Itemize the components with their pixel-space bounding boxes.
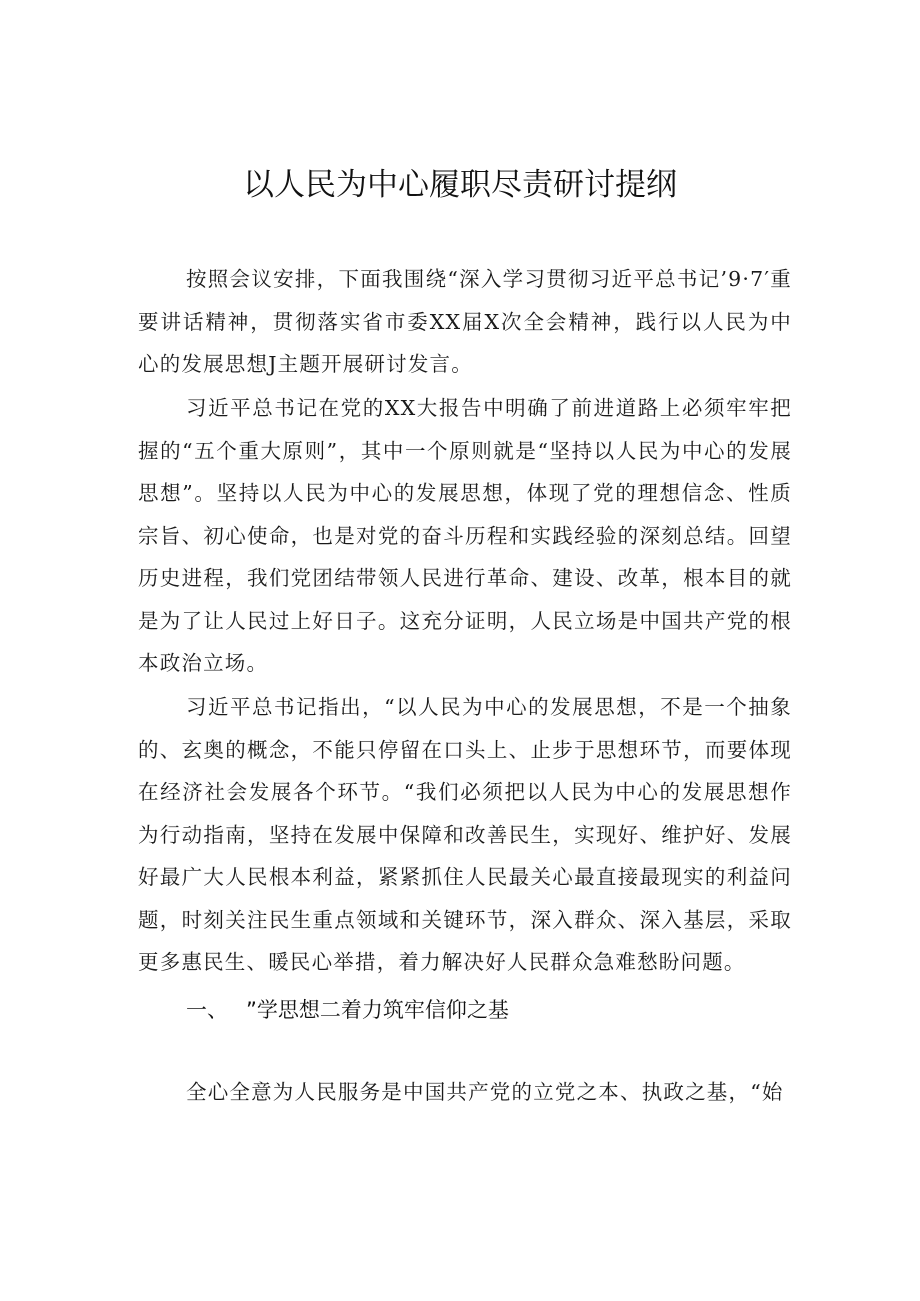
- paragraph-3-block: [138, 686, 792, 984]
- paragraph-3: 习近平总书记指出，“以人民为中心的发展思想，不是一个抽象的、玄奥的概念，不能只停留在口头上、止步于思想环节，而要体现在经济社会发展各个环节。“我们必须把以人民为中心的发展思想作为行动指南，坚持在发展中保障和改善民生，实现好、维护好、发展好最广大人民根本利益，紧紧抓住人民最关心最直接最现实的利益问题，时刻关注民生重点领域和关键环节，深入群众、深入基层，采取更多惠民生、暖民心举措，着力解决好人民群众急难愁盼问题。: [138, 695, 792, 974]
- paragraph-2-block: [138, 387, 792, 685]
- document-title: 以人民为中心履职尽责研讨提纲: [243, 167, 677, 203]
- paragraph-4-block: [138, 1071, 792, 1114]
- section-heading: [186, 988, 686, 1032]
- paragraph-4: 全心全意为人民服务是中国共产党的立党之本、执政之基，“始: [186, 1080, 784, 1104]
- section-heading-number: 一、: [186, 998, 228, 1022]
- paragraph-2: 习近平总书记在党的XX大报告中明确了前进道路上必须牢牢把握的“五个重大原则”，其中一个原则就是“坚持以人民为中心的发展思想”。坚持以人民为中心的发展思想，体现了党的理想信念、性质宗旨、初心使命，也是对党的奋斗历程和实践经验的深刻总结。回望历史进程，我们党团结带领人民进行革命、建设、改革，根本目的就是为了让人民过上好日子。这充分证明，人民立场是中国共产党的根本政治立场。: [138, 396, 792, 675]
- section-heading-text: ”学思想二着力筑牢信仰之基: [246, 998, 509, 1022]
- paragraph-1-block: [138, 258, 792, 386]
- paragraph-1: 按照会议安排，下面我围绕“深入学习贯彻习近平总书记’9·7′重要讲话精神，贯彻落实省市委XX届X次全会精神，践行以人民为中心的发展思想J主题开展研讨发言。: [138, 267, 792, 376]
